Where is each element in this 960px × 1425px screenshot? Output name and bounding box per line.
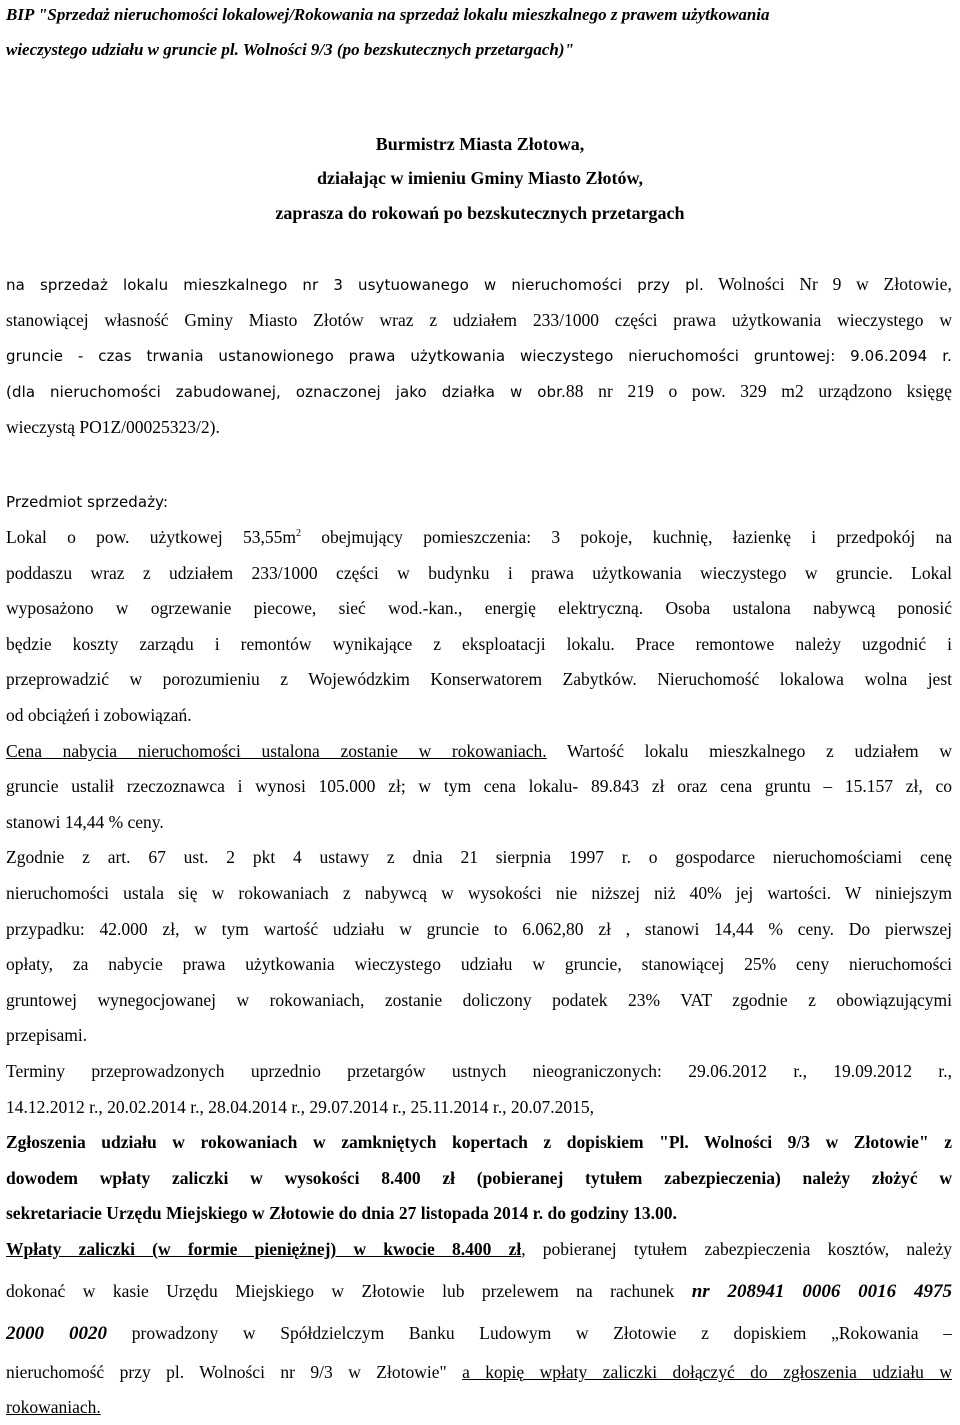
subject-line-4: będzie koszty zarządu i remontów wynikające z eksploatacji lokalu. Prace remontowe należy uzgodnić i [6, 634, 952, 654]
price-line-6: przypadku: 42.000 zł, w tym wartość udziału w gruncie to 6.062,80 zł , stanowi 14,44 % ceny. Do pierwszej [6, 919, 952, 939]
payment-line-4: nieruchomość przy pl. Wolności nr 9/3 w Złotowie" a kopię wpłaty zaliczki dołączyć do zgłoszenia udziału w [6, 1362, 952, 1382]
price-line-2: gruncie ustalił rzeczoznawca i wynosi 105.000 zł; w tym cena lokalu- 89.843 zł oraz cena gruntu – 15.157 zł, co [6, 776, 952, 796]
terms-line-2: 14.12.2012 r., 20.02.2014 r., 28.04.2014 r., 29.07.2014 r., 25.11.2014 r., 20.07.2015, [6, 1097, 595, 1117]
intro-line-2: działając w imieniu Gminy Miasto Złotów, [317, 168, 643, 188]
bank-account-number-end: 2000 0020 [6, 1323, 108, 1344]
price-line-4: Zgodnie z art. 67 ust. 2 pkt 4 ustawy z dnia 21 sierpnia 1997 r. o gospodarce nieruchomościami cenę [6, 847, 952, 867]
subject-line-6: od obciążeń i zobowiązań. [6, 705, 192, 725]
property-line-5: wieczystą PO1Z/00025323/2). [6, 417, 220, 437]
payment-line-2: dokonać w kasie Urzędu Miejskiego w Złotowie lub przelewem na rachunek nr 208941 0006 0016 4975 [6, 1281, 952, 1302]
price-line-1: Cena nabycia nieruchomości ustalona zostanie w rokowaniach. Wartość lokalu mieszkalnego z udziałem w [6, 741, 952, 761]
intro-line-3: zaprasza do rokowań po bezskutecznych przetargach [275, 203, 685, 223]
terms-line-1: Terminy przeprowadzonych uprzednio przetargów ustnych nieograniczonych: 29.06.2012 r., 19.09.2012 r., [6, 1061, 952, 1081]
superscript-2: 2 [295, 528, 301, 540]
price-line-3: stanowi 14,44 % ceny. [6, 812, 164, 832]
subject-line-3: wyposażono w ogrzewanie piecowe, sieć wod.-kan., energię elektryczną. Osoba ustalona nabywcą ponosić [6, 598, 952, 618]
subject-line-2: poddaszu wraz z udziałem 233/1000 części w budynku i prawa użytkowania wieczystego w gruncie. Lokal [6, 563, 952, 583]
submission-line-3: sekretariacie Urzędu Miejskiego w Złotowie do dnia 27 listopada 2014 r. do godziny 13.00. [6, 1203, 677, 1223]
submission-line-2: dowodem wpłaty zaliczki w wysokości 8.400 zł (pobieranej tytułem zabezpieczenia) należy złożyć w [6, 1168, 952, 1188]
subject-heading: Przedmiot sprzedaży: [6, 493, 169, 511]
payment-line-5: rokowaniach. [6, 1397, 101, 1417]
submission-line-1: Zgłoszenia udziału w rokowaniach w zamkniętych kopertach z dopiskiem "Pl. Wolności 9/3 w Złotowie" z [6, 1132, 952, 1152]
bank-account-number: nr 208941 0006 0016 4975 [691, 1281, 952, 1302]
property-line-4: (dla nieruchomości zabudowanej, oznaczonej jako działka w obr.88 nr 219 o pow. 329 m2 urządzono księgę [6, 381, 952, 401]
property-line-2: stanowiącej własność Gminy Miasto Złotów wraz z udziałem 233/1000 części prawa użytkowania wieczystego w [6, 310, 952, 330]
title-line-2: wieczystego udziału w gruncie pl. Wolności 9/3 (po bezskutecznych przetargach)" [6, 40, 574, 59]
price-line-9: przepisami. [6, 1025, 88, 1045]
payment-line-1: Wpłaty zaliczki (w formie pieniężnej) w kwocie 8.400 zł, pobieranej tytułem zabezpieczenia kosztów, należy [6, 1239, 952, 1259]
title-line-1: BIP "Sprzedaż nieruchomości lokalowej/Rokowania na sprzedaż lokalu mieszkalnego z prawem użytkowania [6, 5, 770, 24]
subject-line-5: przeprowadzić w porozumieniu z Wojewódzkim Konserwatorem Zabytków. Nieruchomość lokalowa wolna jest [6, 669, 952, 689]
price-line-8: gruntowej wynegocjowanej w rokowaniach, zostanie doliczony podatek 23% VAT zgodnie z obowiązującymi [6, 990, 952, 1010]
property-line-3: gruncie - czas trwania ustanowionego prawa użytkowania wieczystego nieruchomości gruntowej: 9.06.2094 r. [6, 347, 952, 365]
subject-line-1: Lokal o pow. użytkowej $53,55m^2$ obejmujący pomieszczenia: 3 pokoje, kuchnię, łazienkę i przedpokój na [6, 527, 952, 547]
page-title [6, 0, 954, 67]
intro-line-1: Burmistrz Miasta Złotowa, [375, 134, 585, 154]
price-line-7: opłaty, za nabycie prawa użytkowania wieczystego udziału w gruncie, stanowiącej 25% ceny nieruchomości [6, 954, 952, 974]
price-line-5: nieruchomości ustala się w rokowaniach z nabywcą w wysokości nie niższej niż 40% jej wartości. W niniejszym [6, 883, 952, 903]
payment-line-3: 2000 0020 prowadzony w Spółdzielczym Banku Ludowym w Złotowie z dopiskiem „Rokowania – [6, 1323, 952, 1344]
property-line-1: na sprzedaż lokalu mieszkalnego nr 3 usytuowanego w nieruchomości przy pl. Wolności Nr 9 w Złotowie, [6, 274, 952, 294]
